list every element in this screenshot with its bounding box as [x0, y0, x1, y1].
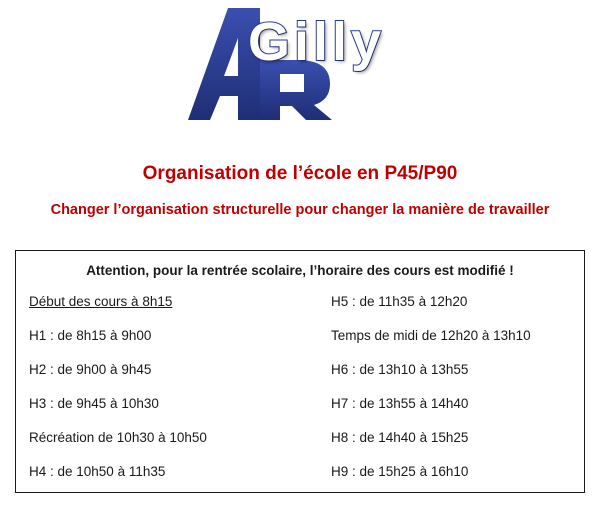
schedule-item: H8 : de 14h40 à 15h25: [331, 430, 469, 445]
schedule-item: H4 : de 10h50 à 11h35: [29, 464, 166, 479]
schedule-item: H1 : de 8h15 à 9h00: [29, 328, 152, 343]
page-title: Organisation de l’école en P45/P90: [142, 163, 458, 184]
page-subtitle: Changer l’organisation structurelle pour changer la manière de travailler: [50, 202, 550, 218]
schedule-right-column: [331, 293, 531, 497]
schedule-item: H3 : de 9h45 à 10h30: [29, 396, 159, 411]
schedule-left-column: [29, 293, 207, 497]
logo-text: Gilly: [248, 12, 386, 72]
schedule-item: H6 : de 13h10 à 13h55: [331, 362, 469, 377]
schedule-item: Récréation de 10h30 à 10h50: [29, 430, 207, 445]
schedule-item: Temps de midi de 12h20 à 13h10: [331, 328, 531, 343]
schedule-notice-box: [15, 250, 585, 493]
schedule-item: H2 : de 9h00 à 9h45: [29, 362, 152, 377]
schedule-item: H5 : de 11h35 à 12h20: [331, 294, 468, 309]
school-logo: [180, 8, 420, 128]
schedule-start-time: Début des cours à 8h15: [29, 294, 173, 309]
notice-heading: Attention, pour la rentrée scolaire, l’horaire des cours est modifié !: [86, 263, 514, 278]
schedule-item: H7 : de 13h55 à 14h40: [331, 396, 469, 411]
schedule-item: H9 : de 15h25 à 16h10: [331, 464, 469, 479]
